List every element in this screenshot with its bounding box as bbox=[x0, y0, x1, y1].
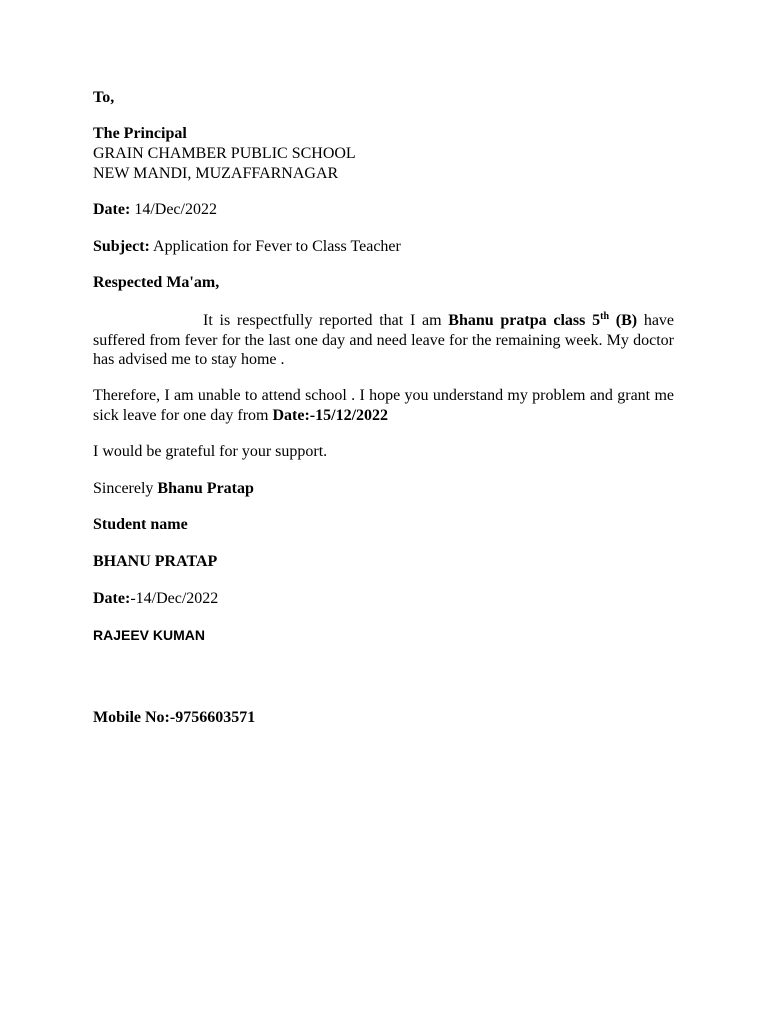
closing-word: Sincerely bbox=[93, 480, 158, 497]
date-value: 14/Dec/2022 bbox=[134, 201, 217, 218]
body1-superscript: th bbox=[600, 311, 610, 322]
school-name: GRAIN CHAMBER PUBLIC SCHOOL bbox=[93, 145, 356, 162]
date-line-2 bbox=[93, 589, 218, 609]
subject-line bbox=[93, 237, 401, 257]
body1-intro: It is respectfully reported that I am bbox=[203, 312, 449, 329]
date2-label: Date: bbox=[93, 590, 131, 607]
subject-value: Application for Fever to Class Teacher bbox=[153, 238, 401, 255]
date-line bbox=[93, 200, 217, 220]
closing-name: Bhanu Pratap bbox=[157, 480, 254, 497]
subject-label: Subject: bbox=[93, 238, 150, 255]
body1-name-class: Bhanu pratpa class 5 bbox=[448, 312, 601, 329]
closing-line bbox=[93, 479, 254, 499]
mobile-number: Mobile No:-9756603571 bbox=[93, 709, 256, 726]
student-name-label: Student name bbox=[93, 516, 188, 533]
body-paragraph-2 bbox=[93, 386, 674, 425]
body1-section: (B) bbox=[609, 312, 638, 329]
body-paragraph-3: I would be grateful for your support. bbox=[93, 443, 328, 460]
body2-date: Date:-15/12/2022 bbox=[272, 406, 389, 424]
body-paragraph-1 bbox=[93, 311, 674, 370]
salutation: Respected Ma'am, bbox=[93, 274, 220, 291]
to-line: To, bbox=[93, 89, 115, 106]
student-name: BHANU PRATAP bbox=[93, 553, 218, 570]
date-label: Date: bbox=[93, 201, 131, 218]
date2-value: -14/Dec/2022 bbox=[130, 590, 219, 607]
guardian-name: RAJEEV KUMAN bbox=[93, 627, 206, 643]
body1-rest: have suffered from fever for the last one day and need leave for the remaining week. My doctor has advised me to stay home . bbox=[93, 312, 675, 368]
school-address: NEW MANDI, MUZAFFARNAGAR bbox=[93, 165, 339, 182]
body2-text: Therefore, I am unable to attend school . I hope you understand my problem and grant me sick leave for one day from bbox=[93, 387, 674, 424]
recipient-title: The Principal bbox=[93, 125, 187, 142]
